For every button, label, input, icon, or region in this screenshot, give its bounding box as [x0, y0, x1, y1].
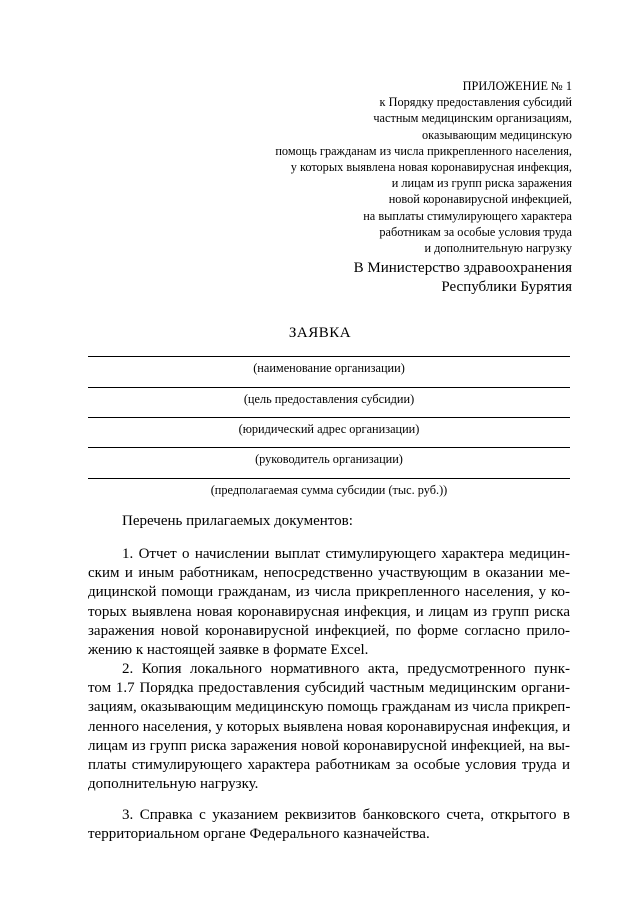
appendix-line: ПРИЛОЖЕНИЕ № 1: [462, 79, 572, 93]
paragraph-line: ским и иным работникам, непосредственно участвующим в оказании ме-: [88, 565, 570, 582]
field-organization-head: (руководитель организации): [88, 447, 570, 467]
appendix-line: у которых выявлена новая коронавирусная инфекция,: [290, 160, 572, 175]
appendix-line: частным медицинским организациям,: [373, 111, 572, 126]
paragraph-line: заражения новой коронавирусной инфекцией, по форме согласно прило-: [88, 622, 570, 639]
field-legal-address: (юридический адрес организации): [88, 417, 570, 437]
appendix-line: к Порядку предоставления субсидий: [379, 95, 572, 110]
paragraph-line: 2. Копия локального нормативного акта, предусмотренного пунк-: [122, 661, 570, 677]
appendix-line: помощь гражданам из числа прикрепленного населения,: [275, 143, 572, 158]
document-title: ЗАЯВКА: [288, 325, 352, 341]
paragraph-line: 1. Отчет о начислении выплат стимулирующего характера медицин-: [122, 546, 570, 562]
field-subsidy-amount: (предполагаемая сумма субсидии (тыс. руб.)): [88, 478, 570, 498]
paragraph-line: платы стимулирующего характера работникам за особые условия труда и: [88, 757, 570, 774]
paragraph-line: ленного населения, у которых выявлена новая коронавирусная инфекция, и: [88, 718, 571, 735]
appendix-line: на выплаты стимулирующего характера: [363, 208, 572, 223]
addressee: [354, 259, 572, 297]
field-subsidy-purpose: (цель предоставления субсидии): [88, 387, 570, 407]
paragraph-line: зациям, оказывающим медицинскую помощь гражданам из числа прикреп-: [88, 699, 571, 716]
paragraph-line: дополнительную нагрузку.: [88, 776, 259, 793]
appendix-line: и лицам из групп риска заражения: [391, 176, 572, 191]
field-organization-name: (наименование организации): [88, 356, 570, 376]
paragraph-line: 3. Справка с указанием реквизитов банковского счета, открытого в: [122, 807, 570, 823]
paragraph-line: жению к настоящей заявке в формате Excel.: [88, 642, 369, 659]
paragraph-line: дицинской помощи гражданам, из числа прикрепленного населения, у ко-: [88, 584, 570, 601]
paragraph-line: лицам из групп риска заражения новой коронавирусной инфекцией, на вы-: [88, 737, 570, 754]
paragraph-line: территориальном органе Федерального казначейства.: [88, 826, 430, 843]
attachment-item-3: [88, 806, 570, 844]
addressee-line: Республики Бурятия: [441, 279, 572, 295]
paragraph-line: том 1.7 Порядка предоставления субсидий частным медицинским органи-: [88, 680, 570, 697]
appendix-line: работникам за особые условия труда: [379, 224, 572, 239]
addressee-line: В Министерство здравоохранения: [353, 260, 572, 276]
appendix-line: оказывающим медицинскую: [422, 127, 572, 142]
appendix-header: [275, 78, 572, 256]
attachment-item-2: [88, 660, 570, 794]
attachment-item-1: [88, 545, 570, 660]
paragraph-line: торых выявлена новая коронавирусная инфекция, и лицам из групп риска: [88, 603, 570, 620]
appendix-line: новой коронавирусной инфекцией,: [388, 192, 572, 207]
appendix-line: и дополнительную нагрузку: [424, 241, 572, 256]
attachments-heading: Перечень прилагаемых документов:: [122, 513, 353, 529]
